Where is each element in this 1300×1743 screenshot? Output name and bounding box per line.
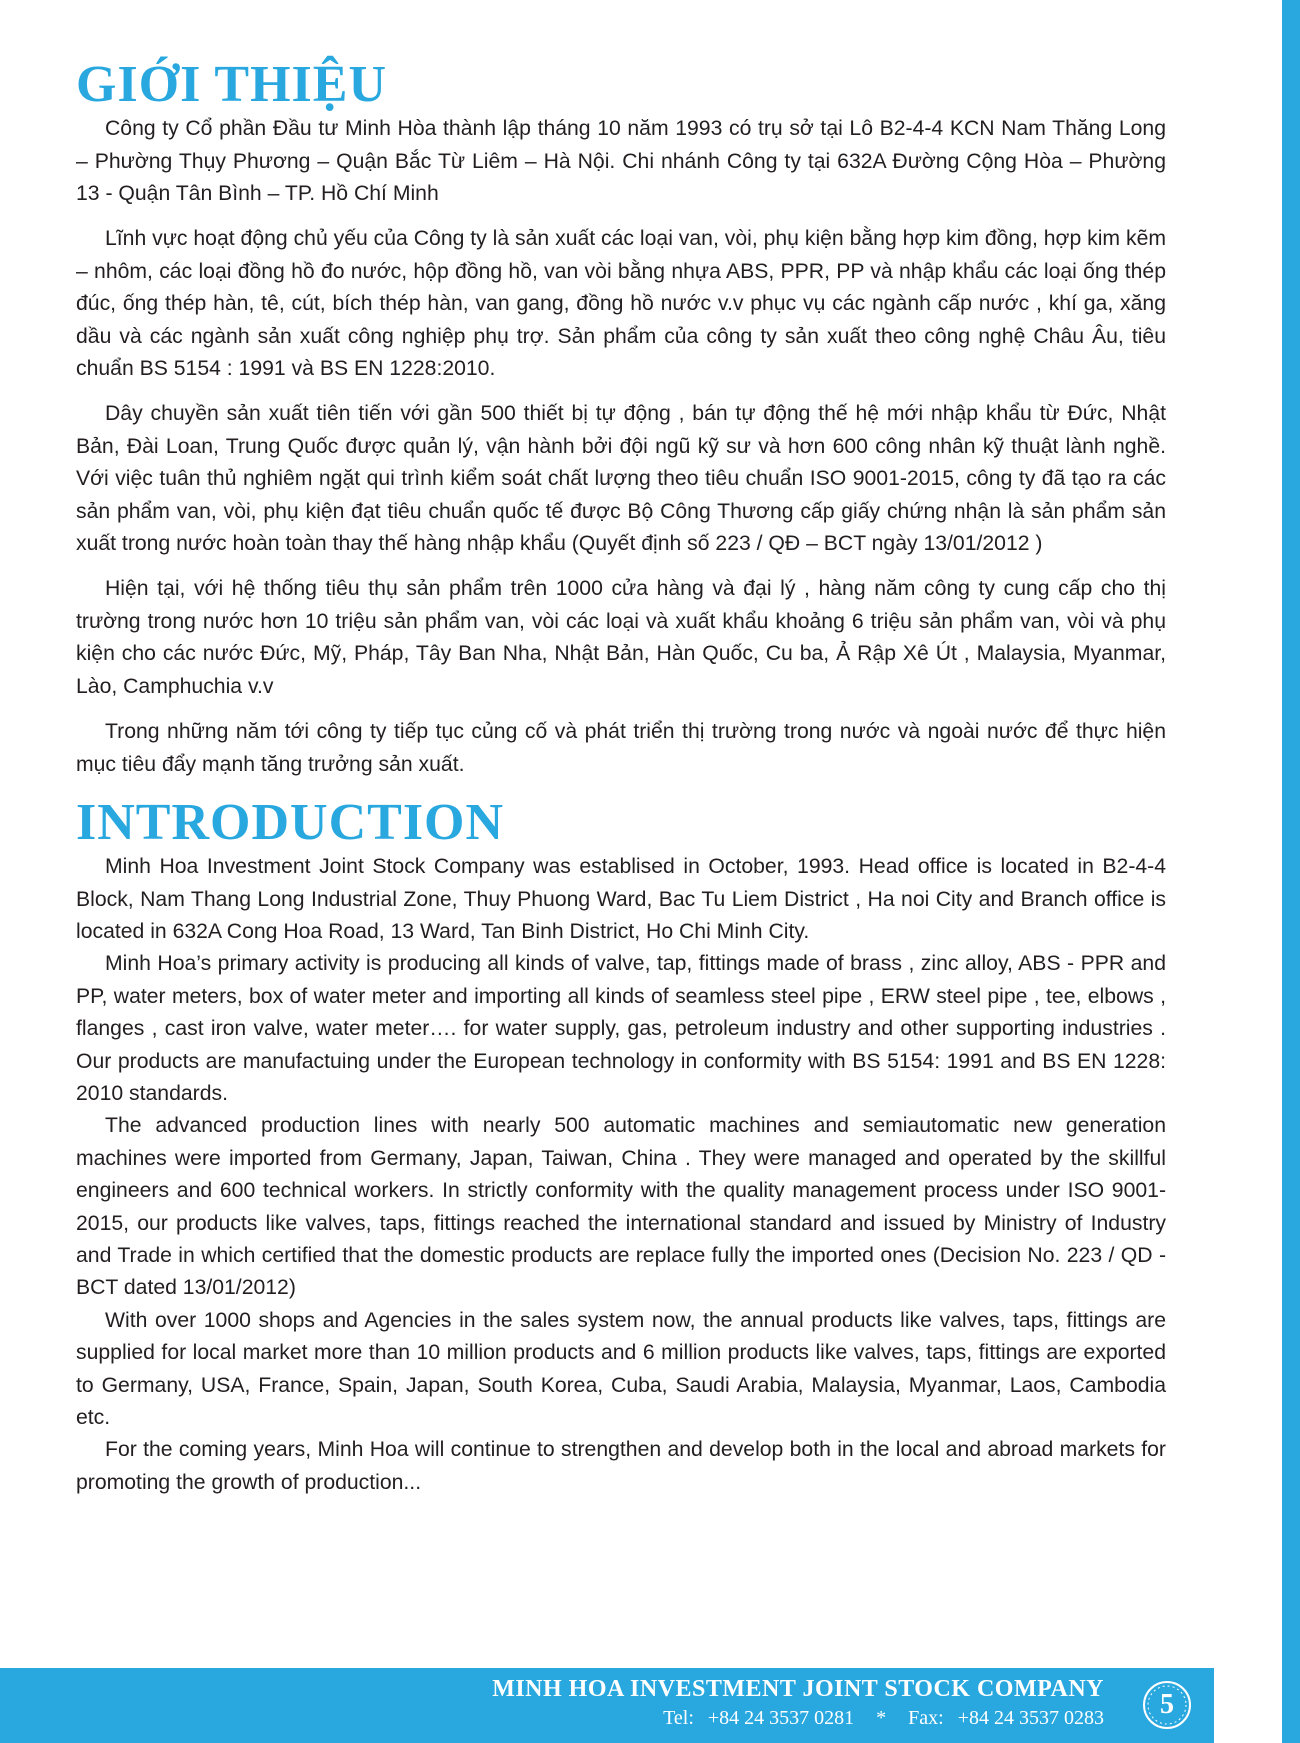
page-number: 5 [1160, 1689, 1174, 1720]
footer-bar [0, 1668, 1214, 1743]
vietnamese-heading: GIỚI THIỆU [76, 56, 388, 113]
en-paragraph: For the coming years, Minh Hoa will continue to strengthen and develop both in the local and abroad markets for promoting the growth of production... [76, 1438, 1166, 1494]
page-content [76, 56, 1166, 1499]
tel-number: +84 24 3537 0281 [707, 1707, 855, 1729]
english-heading: INTRODUCTION [76, 793, 505, 851]
vn-paragraph: Hiện tại, với hệ thống tiêu thụ sản phẩm trên 1000 cửa hàng và đại lý , hàng năm công ty cung cấp cho thị trường trong nước hơn 10 triệu sản phẩm van, vòi các loại và xuất khẩu khoảng 6 triệu sản phẩm van, vòi và phụ kiện cho các nước Đức, Mỹ, Pháp, Tây Ban Nha, Nhật Bản, Hàn Quốc, Cu ba, Ả Rập Xê Út , Malaysia, Myanmar, Lào, Camphuchia v.v [76, 577, 1166, 698]
en-paragraph: The advanced production lines with nearly 500 automatic machines and semiautomatic new generation machines were imported from Germany, Japan, Taiwan, China . They were managed and operated by the skillful engineers and 600 technical workers. In strictly conformity with the quality management process under ISO 9001-2015, our products like valves, taps, fittings reached the international standard and issued by Ministry of Industry and Trade in which certified that the domestic products are replace fully the imported ones (Decision No. 223 / QD - BCT dated 13/01/2012) [76, 1114, 1166, 1300]
en-paragraph: With over 1000 shops and Agencies in the sales system now, the annual products like valves, taps, fittings are supplied for local market more than 10 million products and 6 million products like valves, taps, fittings are exported to Germany, USA, France, Spain, Japan, South Korea, Cuba, Saudi Arabia, Malaysia, Myanmar, Laos, Cambodia etc. [76, 1308, 1166, 1429]
english-section [76, 794, 1166, 1499]
footer-company-name: MINH HOA INVESTMENT JOINT STOCK COMPANY [492, 1676, 1104, 1702]
tel-label: Tel: [663, 1707, 694, 1729]
en-paragraph: Minh Hoa Investment Joint Stock Company was establised in October, 1993. Head office is located in B2-4-4 Block, Nam Thang Long Industrial Zone, Thuy Phuong Ward, Bac Tu Liem District , Ha noi City and Branch office is located in 632A Cong Hoa Road, 13 Ward, Tan Binh District, Ho Chi Minh City. [76, 855, 1166, 943]
right-edge-stripe [1282, 0, 1300, 1743]
vn-paragraph: Công ty Cổ phần Đầu tư Minh Hòa thành lập tháng 10 năm 1993 có trụ sở tại Lô B2-4-4 KCN Nam Thăng Long – Phường Thụy Phương – Quận Bắc Từ Liêm – Hà Nội. Chi nhánh Công ty tại 632A Đường Cộng Hòa – Phường 13 - Quận Tân Bình – TP. Hồ Chí Minh [76, 117, 1166, 205]
vietnamese-section [76, 56, 1166, 781]
contact-separator: * [876, 1707, 887, 1729]
vn-paragraph: Dây chuyền sản xuất tiên tiến với gần 500 thiết bị tự động , bán tự động thế hệ mới nhập khẩu từ Đức, Nhật Bản, Đài Loan, Trung Quốc được quản lý, vận hành bởi đội ngũ kỹ sư và hơn 600 công nhân kỹ thuật lành nghề. Với việc tuân thủ nghiêm ngặt qui trình kiểm soát chất lượng theo tiêu chuẩn ISO 9001-2015, công ty đã tạo ra các sản phẩm van, vòi, phụ kiện đạt tiêu chuẩn quốc tế được Bộ Công Thương cấp giấy chứng nhận là sản phẩm sản xuất trong nước hoàn toàn thay thế hàng nhập khẩu (Quyết định số 223 / QĐ – BCT ngày 13/01/2012 ) [76, 402, 1166, 556]
footer-contact-line [663, 1707, 1104, 1730]
vn-paragraph: Trong những năm tới công ty tiếp tục củng cố và phát triển thị trường trong nước và ngoài nước để thực hiện mục tiêu đẩy mạnh tăng trưởng sản xuất. [76, 720, 1166, 776]
fax-label: Fax: [908, 1707, 944, 1729]
page-number-badge [1140, 1678, 1194, 1732]
fax-number: +84 24 3537 0283 [957, 1707, 1104, 1729]
en-paragraph: Minh Hoa’s primary activity is producing all kinds of valve, tap, fittings made of brass , zinc alloy, ABS - PPR and PP, water meters, box of water meter and importing all kinds of seamless steel pipe , ERW steel pipe , tee, elbows , flanges , cast iron valve, water meter…. for water supply, gas, petroleum industry and other supporting industries . Our products are manufactuing under the European technology in conformity with BS 5154: 1991 and BS EN 1228: 2010 standards. [76, 952, 1166, 1105]
vn-paragraph: Lĩnh vực hoạt động chủ yếu của Công ty là sản xuất các loại van, vòi, phụ kiện bằng hợp kim đồng, hợp kim kẽm – nhôm, các loại đồng hồ đo nước, hộp đồng hồ, van vòi bằng nhựa ABS, PPR, PP và nhập khẩu các loại ống thép đúc, ống thép hàn, tê, cút, bích thép hàn, van gang, đồng hồ nước v.v phục vụ các ngành cấp nước , khí ga, xăng dầu và các ngành sản xuất công nghiệp phụ trợ. Sản phẩm của công ty sản xuất theo công nghệ Châu Âu, tiêu chuẩn BS 5154 : 1991 và BS EN 1228:2010. [76, 227, 1166, 381]
